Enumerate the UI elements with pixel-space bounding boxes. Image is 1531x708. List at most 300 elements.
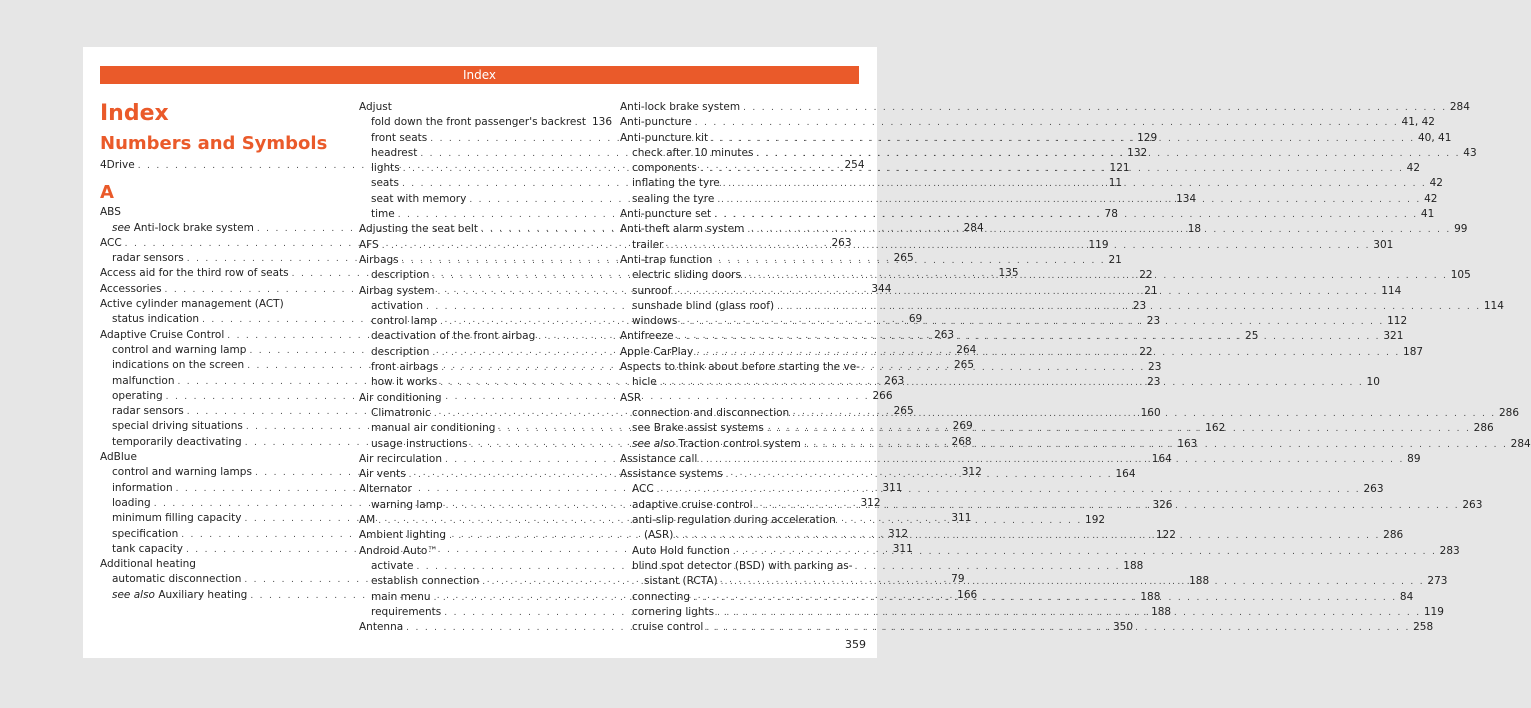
- index-entry-page: 284: [1510, 437, 1531, 450]
- leader-dots: [756, 499, 1460, 514]
- leader-dots: [660, 376, 1364, 391]
- leader-dots: [792, 407, 1496, 422]
- index-entry-text: sunroof: [632, 284, 672, 297]
- index-entry-page: 162: [1205, 422, 1226, 435]
- index-entry-page: 41: [1420, 208, 1435, 221]
- index-entry-page: 312: [860, 496, 881, 509]
- index-entry-text: sistant (RCTA): [644, 575, 718, 588]
- index-entry-text: status indication: [112, 313, 200, 326]
- index-entry-label: [371, 161, 400, 176]
- index-entry-label: [371, 605, 441, 620]
- index-entry-page: 119: [1088, 238, 1109, 251]
- index-entry-label: [632, 284, 671, 299]
- index-entry: [620, 253, 860, 268]
- index-entry-text: radar sensors: [112, 252, 184, 265]
- index-entry-page: 268: [951, 435, 972, 448]
- index-entry-label: [371, 314, 437, 329]
- index-entry-label: [359, 238, 379, 253]
- index-entry-page: 164: [1115, 468, 1136, 481]
- index-entry-text: cornering lights: [632, 605, 715, 618]
- see-reference: see also: [632, 437, 675, 450]
- index-entry: [620, 100, 1470, 115]
- index-entry-text: Auto Hold function: [632, 544, 730, 557]
- index-entry-text: Anti-puncture: [620, 116, 692, 129]
- index-entry-page: 263: [1363, 483, 1384, 496]
- index-entry-page: 269: [952, 420, 973, 433]
- index-entry-label: [112, 404, 184, 419]
- index-entry-label: [371, 421, 495, 436]
- index-entry-page: 312: [961, 466, 982, 479]
- index-entry-page: 284: [963, 221, 984, 234]
- index-entry-label: [359, 528, 446, 543]
- index-entry-label: [112, 496, 151, 511]
- index-entry-page: 258: [1413, 621, 1434, 634]
- index-entry: [620, 115, 1435, 130]
- leader-dots: [747, 223, 1451, 238]
- leader-dots: [723, 177, 1427, 192]
- index-entry-page: 112: [1387, 315, 1408, 328]
- index-entry-text: loading: [112, 496, 151, 509]
- index-entry-label: [359, 544, 438, 559]
- index-entry-label: [112, 374, 174, 389]
- index-entry-page: 263: [934, 328, 955, 341]
- index-entry: [359, 391, 600, 406]
- index-entry-page: 42: [1406, 162, 1421, 175]
- index-entry-text: Ambient lighting: [359, 529, 447, 542]
- leader-dots: [674, 285, 1378, 300]
- leader-dots: [714, 208, 1418, 223]
- index-entry-text: Air vents: [359, 468, 406, 481]
- index-entry-text: control lamp: [371, 315, 437, 328]
- index-entry-text: AFS: [359, 238, 379, 251]
- index-entry-label: [371, 574, 479, 589]
- leader-dots: [677, 330, 1381, 345]
- index-entry-text: Air recirculation: [359, 452, 442, 465]
- index-entry-page: 350: [1112, 621, 1134, 634]
- index-entry-label: [371, 345, 429, 360]
- index-entry-page: 135: [998, 267, 1019, 280]
- index-entry-label: [359, 620, 403, 635]
- index-entry-text: description: [371, 345, 430, 358]
- see-reference: see also: [112, 588, 155, 601]
- index-entry-label: [644, 574, 718, 589]
- index-entry-page: 188: [1140, 590, 1161, 603]
- index-entry-label: [632, 314, 677, 329]
- index-entry-label: [620, 131, 708, 146]
- leader-dots: [657, 483, 1361, 498]
- index-entry-text: fold down the front passenger's backrest: [371, 116, 586, 129]
- index-entry-text: tank capacity: [112, 542, 183, 555]
- index-entry-label: [371, 176, 399, 191]
- index-entry-page: 273: [1427, 575, 1448, 588]
- index-entry-text: Adjusting the seat belt: [359, 223, 478, 236]
- index-entry-label: [100, 297, 284, 312]
- index-entry-label: [620, 222, 744, 237]
- index-entry-label: [112, 312, 199, 327]
- index-entry-text: minimum filling capacity: [112, 512, 242, 525]
- index-entry-label: [620, 467, 723, 482]
- index-entry-text: ACC: [100, 236, 122, 249]
- index-entry-page: 40, 41: [1417, 131, 1452, 144]
- index-entry-text: Apple CarPlay: [620, 345, 694, 358]
- index-entry-label: [632, 590, 690, 605]
- index-entry-page: 264: [956, 343, 977, 356]
- index-entry-label: [359, 222, 478, 237]
- index-entry-page: 78: [1104, 208, 1118, 221]
- index-entry-page: 136: [591, 116, 613, 129]
- index-entry-label: [100, 266, 289, 281]
- index-entry-text: Auxiliary heating: [154, 588, 248, 601]
- index-entry-page: 22: [1139, 269, 1153, 282]
- index-entry-label: [371, 590, 431, 605]
- index-entry: [100, 297, 342, 312]
- index-entry-text: Air conditioning: [359, 391, 442, 404]
- index-entry-text: headrest: [371, 146, 418, 159]
- index-entry-label: [632, 544, 730, 559]
- index-entry-text: blind spot detector (BSD) with parking as-: [632, 559, 853, 572]
- index-entry-page: 129: [1137, 131, 1158, 144]
- index-entry-label: [371, 268, 429, 283]
- index-entry-label: [112, 588, 247, 603]
- index-entry-text: description: [371, 269, 430, 282]
- index-entry-page: 18: [1187, 223, 1202, 236]
- index-entry-label: [112, 481, 173, 496]
- index-entry-label: [100, 450, 137, 465]
- index-entry-page: 266: [872, 389, 893, 402]
- leader-dots: [700, 453, 1404, 468]
- index-entry-text: warning lamp: [371, 498, 443, 511]
- index-entry-text: Airbags: [359, 253, 399, 266]
- index-entry-label: [371, 131, 427, 146]
- index-entry-text: connection and disconnection: [632, 406, 790, 419]
- leader-dots: [767, 422, 1471, 437]
- index-entry-label: [100, 236, 122, 251]
- index-entry-text: anti-slip regulation during acceleration: [632, 514, 836, 527]
- index-entry-label: [371, 146, 417, 161]
- index-entry-text: Antifreeze: [620, 330, 674, 343]
- index-entry-text: information: [112, 481, 173, 494]
- index-entry-text: requirements: [371, 605, 442, 618]
- index-entry-page: 284: [1449, 101, 1470, 113]
- index-entry-label: [100, 328, 224, 343]
- index-entry-label: [620, 360, 860, 375]
- index-entry-text: Traction control system: [674, 437, 801, 450]
- index-entry-label: [644, 528, 673, 543]
- index-entry-label: [100, 158, 135, 173]
- index-entry-text: Adjust: [359, 101, 392, 113]
- index-entry-page: 188: [1123, 559, 1144, 572]
- index-entry-page: 10: [1366, 376, 1380, 389]
- index-entry-text: Accessories: [100, 282, 162, 295]
- index-entry-page: 301: [1373, 238, 1394, 251]
- index-entry-label: [632, 161, 697, 176]
- index-entry-label: [620, 391, 641, 406]
- index-entry-text: front airbags: [371, 361, 439, 374]
- index-entry-text: usage instructions: [371, 437, 468, 450]
- index-entry-text: ACC: [632, 483, 654, 496]
- index-entry: [620, 513, 860, 528]
- index-entry-page: 164: [1151, 452, 1172, 465]
- index-entry: [100, 205, 342, 220]
- index-entry-text: front seats: [371, 131, 428, 144]
- index-entry-text: components: [632, 162, 697, 175]
- see-reference: see: [112, 221, 131, 234]
- index-entry-label: [112, 389, 163, 404]
- index-entry-page: 114: [1381, 284, 1402, 297]
- index-entry-text: electric sliding doors: [632, 269, 741, 282]
- index-entry-label: [632, 146, 753, 161]
- index-entry-page: 121: [1109, 162, 1130, 175]
- index-entry-label: [359, 482, 412, 497]
- index-entry-text: activate: [371, 559, 414, 572]
- index-entry-page: 254: [844, 159, 865, 171]
- index-entry-text: Aspects to think about before starting the ve-: [620, 361, 860, 374]
- index-entry-text: deactivation of the front airbag: [371, 330, 536, 343]
- index-entry-text: Anti-theft alarm system: [620, 223, 745, 236]
- index-entry-page: 42: [1424, 192, 1438, 205]
- index-entry-page: 187: [1403, 345, 1424, 358]
- index-entry-text: automatic disconnection: [112, 573, 242, 586]
- index-entry-text: inflating the tyre: [632, 177, 720, 190]
- index-entry-page: 286: [1383, 529, 1404, 542]
- index-entry-label: [112, 511, 242, 526]
- index-entry-label: [620, 345, 693, 360]
- index-entry-text: how it works: [371, 376, 438, 389]
- index-entry-page: 344: [871, 282, 892, 295]
- index-entry-label: [620, 253, 712, 268]
- index-entry-text: Adaptive Cruise Control: [100, 328, 225, 341]
- index-entry-text: hicle: [632, 376, 657, 389]
- index-entry-text: Climatronic: [371, 406, 431, 419]
- index-entry-page: 311: [892, 542, 913, 555]
- index-entry-text: sealing the tyre: [632, 192, 715, 205]
- index-entry-label: [632, 559, 853, 574]
- leader-dots: [744, 269, 1448, 284]
- index-entry-text: Android Auto™: [359, 544, 438, 557]
- leader-dots: [693, 591, 1397, 606]
- index-entry-text: connecting: [632, 590, 691, 603]
- leader-dots: [706, 621, 1410, 636]
- index-entry-text: adaptive cruise control: [632, 498, 753, 511]
- index-entry: [620, 559, 860, 574]
- index-entry-label: [632, 192, 714, 207]
- index-entry-text: activation: [371, 299, 424, 312]
- index-entry-label: [371, 559, 413, 574]
- index-entry-label: [112, 435, 242, 450]
- index-entry-text: special driving situations: [112, 420, 243, 433]
- index-entry-page: 321: [1383, 330, 1404, 343]
- index-entry-label: [112, 572, 241, 587]
- index-entry-label: [359, 100, 392, 115]
- index-entry-label: [359, 284, 434, 299]
- index-entry-label: [620, 100, 740, 115]
- index-entry-label: [359, 253, 399, 268]
- running-header-title: Index: [462, 68, 497, 82]
- index-entry-page: 286: [1498, 406, 1520, 419]
- index-entry-label: [359, 391, 442, 406]
- index-entry-page: 89: [1407, 452, 1421, 465]
- index-entry-page: 263: [1462, 498, 1483, 511]
- leader-dots: [695, 116, 1399, 131]
- index-entry-label: [632, 238, 663, 253]
- leader-dots: [733, 545, 1437, 560]
- index-entry-label: [371, 329, 535, 344]
- index-entry-text: trailer: [632, 238, 664, 251]
- index-entry-label: [632, 620, 703, 635]
- leader-dots: [804, 438, 1508, 453]
- index-entry-page: 326: [1152, 498, 1173, 511]
- index-entry-page: 23: [1147, 376, 1161, 389]
- index-entry-page: 263: [831, 236, 852, 249]
- index-entry-label: [371, 192, 466, 207]
- page-title: Index: [100, 101, 169, 126]
- index-entry-label: [632, 513, 836, 528]
- index-entry-page: 263: [884, 374, 905, 387]
- index-entry-label: [632, 375, 657, 390]
- leader-dots: [756, 147, 1460, 162]
- index-entry-text: control and warning lamp: [112, 343, 247, 356]
- index-entry-text: lights: [371, 162, 400, 175]
- index-entry-label: [620, 452, 697, 467]
- index-entry-label: [632, 299, 774, 314]
- index-entry-label: [112, 465, 252, 480]
- index-entry-text: time: [371, 208, 395, 221]
- leader-dots: [717, 606, 1421, 621]
- leader-dots: [717, 193, 1421, 208]
- index-entry-label: [100, 557, 196, 572]
- index-entry-text: 4Drive: [100, 159, 135, 171]
- running-header: [100, 66, 859, 84]
- index-entry-text: (ASR): [644, 529, 674, 542]
- index-entry-page: 23: [1148, 361, 1162, 374]
- index-entry-label: [371, 299, 423, 314]
- index-entry-label: [371, 207, 395, 222]
- index-entry: [359, 115, 613, 130]
- index-entry-text: seats: [371, 177, 399, 190]
- index-entry-text: windows: [632, 315, 678, 328]
- index-entry-page: 312: [888, 527, 909, 540]
- index-entry-label: [371, 498, 443, 513]
- index-entry-page: 11: [1108, 177, 1123, 190]
- index-entry-text: ASR: [620, 391, 642, 404]
- index-entry-page: 134: [1176, 192, 1197, 205]
- index-entry-page: 21: [1144, 284, 1158, 297]
- index-entry-label: [100, 205, 121, 220]
- index-entry-text: Access aid for the third row of seats: [100, 267, 289, 280]
- index-entry-page: 283: [1439, 544, 1460, 557]
- index-entry-text: seat with memory: [371, 192, 467, 205]
- index-entry-label: [632, 268, 741, 283]
- index-entry-text: Alternator: [359, 483, 412, 496]
- index-entry-page: 25: [1245, 330, 1259, 343]
- index-entry-page: 79: [951, 573, 965, 586]
- index-entry-label: [359, 467, 406, 482]
- index-entry-page: 160: [1140, 406, 1161, 419]
- index-entry-text: see Brake assist systems: [632, 422, 764, 435]
- index-entry-page: 163: [1177, 437, 1198, 450]
- section-title: Numbers and Symbols: [100, 133, 328, 154]
- index-entry-label: [632, 176, 720, 191]
- index-entry-page: 166: [957, 588, 978, 601]
- letter-heading-a: A: [100, 182, 114, 204]
- index-entry-label: [632, 406, 789, 421]
- index-entry-text: indications on the screen: [112, 359, 245, 372]
- index-entry: [359, 482, 600, 497]
- leader-dots: [666, 239, 1370, 254]
- leader-dots: [696, 346, 1400, 361]
- index-entry-text: malfunction: [112, 374, 175, 387]
- leader-dots: [700, 162, 1404, 177]
- index-entry-text: ABS: [100, 206, 121, 219]
- index-entry-label: [112, 358, 244, 373]
- index-entry-label: [359, 452, 442, 467]
- index-entry-text: AM: [359, 514, 376, 527]
- index-entry-page: 265: [893, 405, 914, 418]
- index-entry-page: 105: [1450, 269, 1471, 282]
- index-entry-label: [632, 605, 714, 620]
- index-entry-label: [371, 360, 438, 375]
- index-entry-page: 114: [1483, 299, 1504, 312]
- index-entry-page: 22: [1139, 345, 1153, 358]
- index-entry-label: [100, 282, 162, 297]
- index-entry-label: [620, 115, 692, 130]
- index-entry-text: Active cylinder management (ACT): [100, 298, 284, 311]
- index-entry-text: temporarily deactivating: [112, 435, 242, 448]
- index-entry-label: [632, 498, 753, 513]
- index-entry-label: [112, 419, 243, 434]
- index-entry-page: 43: [1463, 146, 1477, 159]
- index-entry-text: manual air conditioning: [371, 422, 496, 435]
- index-entry: [359, 544, 600, 559]
- index-entry-text: Anti-puncture kit: [620, 131, 709, 144]
- index-entry-text: establish connection: [371, 575, 480, 588]
- leader-dots: [676, 529, 1380, 544]
- index-entry-label: [371, 406, 431, 421]
- index-entry-page: 188: [1151, 605, 1172, 618]
- index-entry-page: 119: [1423, 605, 1444, 618]
- index-entry-page: 265: [953, 359, 975, 372]
- index-entry-label: [371, 375, 437, 390]
- index-entry-text: specification: [112, 527, 179, 540]
- index-entry-label: [112, 251, 184, 266]
- index-entry-text: Anti-lock brake system: [620, 101, 741, 113]
- index-entry-text: Anti-trap function: [620, 253, 713, 266]
- index-entry-page: 188: [1189, 575, 1210, 588]
- index-entry-page: 265: [893, 252, 914, 265]
- index-entry-text: check after 10 minutes: [632, 146, 754, 159]
- index-entry-text: Anti-puncture set: [620, 208, 712, 221]
- index-entry-label: [632, 482, 654, 497]
- index-entry-text: AdBlue: [100, 451, 137, 464]
- index-entry-text: Additional heating: [100, 558, 196, 571]
- index-entry-text: sunshade blind (glass roof): [632, 299, 775, 312]
- index-entry-text: Antenna: [359, 621, 404, 634]
- leader-dots: [711, 132, 1415, 147]
- index-entry-label: [359, 513, 375, 528]
- index-entry-page: 23: [1146, 315, 1161, 328]
- index-entry-page: 311: [951, 512, 972, 525]
- index-entry-page: 42: [1429, 177, 1443, 190]
- page-number: 359: [845, 638, 866, 651]
- index-entry-text: main menu: [371, 590, 431, 603]
- index-entry-page: 122: [1155, 529, 1176, 542]
- index-entry-page: 23: [1132, 299, 1147, 312]
- index-entry-page: 69: [908, 313, 923, 326]
- index-entry-label: [620, 329, 674, 344]
- index-entry: [620, 360, 860, 375]
- index-entry-label: [620, 207, 711, 222]
- index-entry-page: 192: [1085, 514, 1106, 527]
